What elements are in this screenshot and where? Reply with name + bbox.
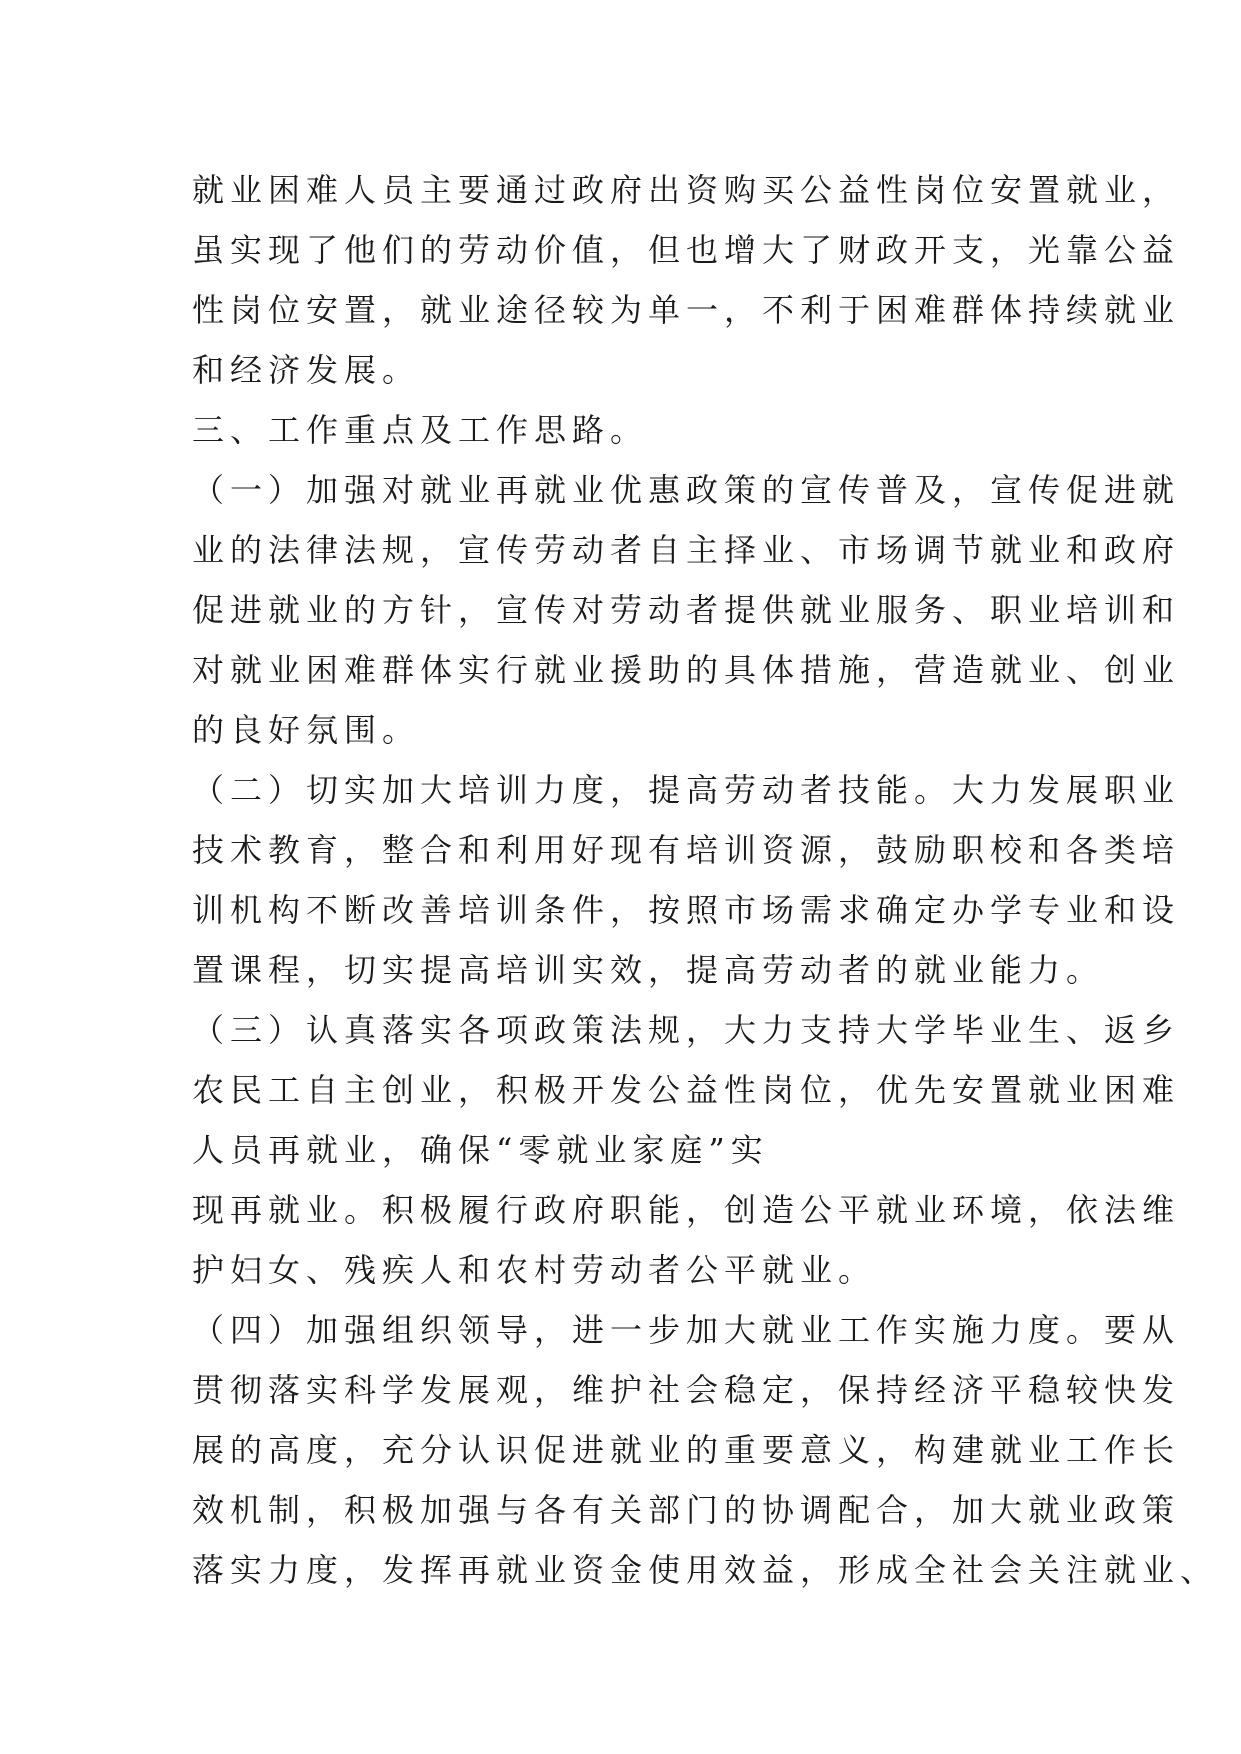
text-line: 现再就业。积极履行政府职能，创造公平就业环境，依法维 bbox=[192, 1191, 1181, 1229]
text-line: 就业困难人员主要通过政府出资购买公益性岗位安置就业， bbox=[192, 171, 1181, 209]
text-line: 虽实现了他们的劳动价值，但也增大了财政开支，光靠公益 bbox=[192, 231, 1181, 269]
text-line: 农民工自主创业，积极开发公益性岗位，优先安置就业困难 bbox=[192, 1071, 1181, 1109]
text-line: 训机构不断改善培训条件，按照市场需求确定办学专业和设 bbox=[192, 891, 1181, 929]
text-line: （一）加强对就业再就业优惠政策的宣传普及，宣传促进就 bbox=[192, 471, 1181, 509]
text-line: 护妇女、残疾人和农村劳动者公平就业。 bbox=[192, 1251, 877, 1289]
text-line: 对就业困难群体实行就业援助的具体措施，营造就业、创业 bbox=[192, 651, 1181, 689]
text-line: 效机制，积极加强与各有关部门的协调配合，加大就业政策 bbox=[192, 1491, 1181, 1529]
document-body bbox=[192, 160, 1219, 1600]
text-line: 人员再就业，确保“零就业家庭”实 bbox=[192, 1131, 769, 1169]
text-line: 的良好氛围。 bbox=[192, 711, 421, 749]
text-line: 性岗位安置，就业途径较为单一，不利于困难群体持续就业 bbox=[192, 291, 1181, 329]
text-line: 和经济发展。 bbox=[192, 351, 421, 389]
text-line: （四）加强组织领导，进一步加大就业工作实施力度。要从 bbox=[192, 1311, 1181, 1349]
text-line: （二）切实加大培训力度，提高劳动者技能。大力发展职业 bbox=[192, 771, 1181, 809]
text-line: 贯彻落实科学发展观，维护社会稳定，保持经济平稳较快发 bbox=[192, 1371, 1181, 1409]
text-line: 促进就业的方针，宣传对劳动者提供就业服务、职业培训和 bbox=[192, 591, 1181, 629]
text-line: （三）认真落实各项政策法规，大力支持大学毕业生、返乡 bbox=[192, 1011, 1181, 1049]
text-line: 业的法律法规，宣传劳动者自主择业、市场调节就业和政府 bbox=[192, 531, 1181, 569]
text-line: 落实力度，发挥再就业资金使用效益，形成全社会关注就业、 bbox=[192, 1551, 1219, 1589]
section-heading: 三、工作重点及工作思路。 bbox=[192, 411, 649, 449]
text-line: 技术教育，整合和利用好现有培训资源，鼓励职校和各类培 bbox=[192, 831, 1181, 869]
text-line: 置课程，切实提高培训实效，提高劳动者的就业能力。 bbox=[192, 951, 1105, 989]
text-line: 展的高度，充分认识促进就业的重要意义，构建就业工作长 bbox=[192, 1431, 1181, 1469]
